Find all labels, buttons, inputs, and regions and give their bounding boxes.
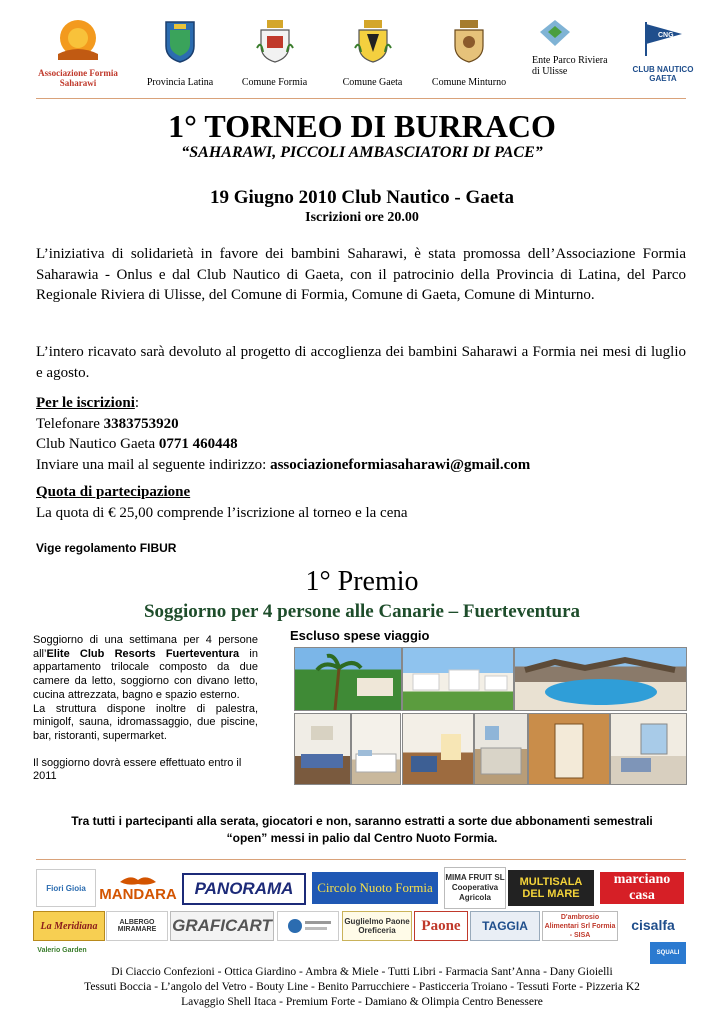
kitchen-icon [475,714,527,784]
fee-text: La quota di € 25,00 comprende l’iscrizione al torneo e la cena [36,504,408,521]
prize-desc-d: Il soggiorno dovrà essere effettuato entro il 2011 [33,756,242,783]
window-icon [611,714,686,784]
club-label: Club Nautico Gaeta [36,436,159,452]
thanks-line-3: Lavaggio Shell Itaca - Premium Forte - Damiano & Olimpia Centro Benessere [181,996,543,1008]
bull-icon [118,872,158,886]
thanks-line-2: Tessuti Boccia - L’angolo del Vetro - Bouty Line - Benito Parrucchiere - Pasticceria Troiano - Tessuti Forte - Pizzeria K2 [84,981,640,993]
prize-title: 1° Premio [305,566,419,597]
fee-block [36,482,686,523]
phone-label: Telefonare [36,415,104,432]
rules-note: Vige regolamento FIBUR [36,541,177,555]
sponsor-guglielmo-paone: Guglielmo Paone Oreficeria [342,911,412,941]
bed-icon [352,714,400,784]
resort-photo-bedroom [351,713,401,785]
sponsor-taggia: TAGGIA [470,911,540,941]
gaeta-crest-icon [353,18,393,64]
sponsor-squali: SQUALI [650,942,686,964]
provincia-crest-icon [162,18,198,64]
email-label: Inviare una mail al seguente indirizzo: [36,456,271,473]
sponsor-panorama: PANORAMA [182,873,306,905]
cng-badge-text: CNG [658,32,674,39]
minturno-crest-icon [449,18,489,64]
formia-crest-icon [255,18,295,64]
resort-name: Elite Club Resorts Fuerteventura [46,647,240,660]
event-date: 19 Giugno 2010 Club Nautico - Gaeta [209,187,515,208]
logo-caption: Ente Parco Riviera di Ulisse [532,55,608,77]
armchair-icon [403,714,473,784]
pool-icon [515,648,686,710]
email-link[interactable]: associazioneformiasaharawi@gmail.com [270,456,531,473]
village-icon [403,648,513,710]
resort-photo-kitchen [474,713,528,785]
logo-provincia-latina [140,18,220,90]
resort-photo-bathroom [528,713,610,785]
sponsor-paone: Paone [414,911,468,941]
registration-heading: Per le iscrizioni [36,395,135,411]
prize-note: Escluso spese viaggio [290,628,430,643]
prize-description [33,634,258,784]
sponsor-circolo-nuoto: Circolo Nuoto Formia [312,872,438,904]
prize-subtitle: Soggiorno per 4 persone alle Canarie – Fuerteventura [143,601,581,622]
prize-desc-b: in appartamento trilocale composto da due camere da letto, soggiorno con divano letto, cucina attrezzata, bagno e spazio esterno. [33,647,258,701]
logo-associazione-formia-saharawi [38,18,118,90]
sponsor-dambrosio-sisa: D'ambrosio Alimentari Srl Formia - SISA [542,911,618,941]
sponsor-fiori: Fiori Gioia [36,869,96,907]
door-icon [529,714,609,784]
resort-photo-living-room [294,713,351,785]
resort-photo-room [610,713,687,785]
page-subtitle: “SAHARAWI, PICCOLI AMBASCIATORI DI PACE” [181,144,543,161]
sponsor-valerio-garden: Valerio Garden [37,946,87,954]
sponsor-misc [277,911,339,941]
logo-caption: Comune Formia [241,77,308,88]
logo-caption: Comune Gaeta [342,77,403,88]
sponsor-mandara-label: MANDARA [99,885,177,903]
draw-text-line-1: Tra tutti i partecipanti alla serata, giocatori e non, saranno estratti a sorte due abbonamenti semestrali [71,814,653,828]
sofa-icon [295,714,350,784]
registration-block: Per le iscrizioni: Telefonare 3383753920 Club Nautico Gaeta 0771 460448 Inviare una mail al seguente indirizzo: associazioneformiasaharawi@gmail.com [36,395,531,473]
sponsor-albergo-miramare: ALBERGO MIRAMARE [106,911,168,941]
logo-caption: Provincia Latina [146,77,214,88]
palm-tree-icon [295,648,401,710]
resort-photo-lounge [402,713,474,785]
logo-ente-parco [532,18,614,90]
club-nautico-flag-icon [638,18,688,60]
club-phone: 0771 460448 [158,436,238,452]
sponsor-marciano-casa: marciano casa [600,872,684,904]
sponsor-la-meridiana: La Meridiana [33,911,105,941]
header-divider [36,98,686,99]
saharawi-logo-icon [48,18,108,63]
proceeds-paragraph: L’intero ricavato sarà devoluto al progetto di accoglienza dei bambini Saharawi a Formia nei mesi di luglio e agosto. [36,344,686,381]
sun-logo-icon [283,915,333,937]
thanks-line-1: Di Ciaccio Confezioni - Ottica Giardino - Ambra & Miele - Tutti Libri - Farmacia Sant’Anna - Dany Gioielli [111,966,613,978]
sponsor-mandara [97,869,179,905]
page-title: 1° TORNEO DI BURRACO [168,108,556,144]
sponsor-divider-top [36,859,686,860]
logo-club-nautico-gaeta [628,18,698,90]
resort-photo-village [402,647,514,711]
logo-comune-minturno [424,18,514,90]
draw-text-line-2: “open” messi in palio dal Centro Nuoto Formia. [226,831,498,845]
phone-number: 3383753920 [103,415,179,432]
resort-photo-pool [514,647,687,711]
sponsor-cisalfa: cisalfa [620,911,686,939]
sponsor-mima-fruit: MIMA FRUIT SL Cooperativa Agricola [444,867,506,909]
sponsor-multisala: MULTISALA DEL MARE [508,870,594,906]
logo-comune-formia [232,18,317,90]
parco-logo-icon [538,18,572,48]
fee-heading: Quota di partecipazione [36,484,191,500]
logo-caption: Comune Minturno [431,77,507,88]
prize-desc-c: La struttura dispone inoltre di palestra, minigolf, sauna, idromassaggio, due piscine, bar, ristoranti, supermarket. [33,702,258,742]
prize-desc-a: Soggiorno di una settimana per 4 persone all’ [33,634,258,660]
logo-caption: Associazione Formia Saharawi [38,68,118,88]
intro-paragraph: L’iniziativa di solidarietà in favore dei bambini Saharawi, è stata promossa dell’Associazione Formia Saharawia - Onlus e dal Club Nautico di Gaeta, con il patrocinio della Provincia di Latina, del Parco Regionale Riviera di Ulisse, del Comune di Formia, Comune di Gaeta, Comune di Minturno. [36,246,686,303]
resort-photo-garden [294,647,402,711]
registration-time: Iscrizioni ore 20.00 [305,210,419,225]
logo-caption: CLUB NAUTICO GAETA [632,65,694,83]
sponsor-graficart: GRAFICART [170,911,274,941]
logo-comune-gaeta [330,18,415,90]
